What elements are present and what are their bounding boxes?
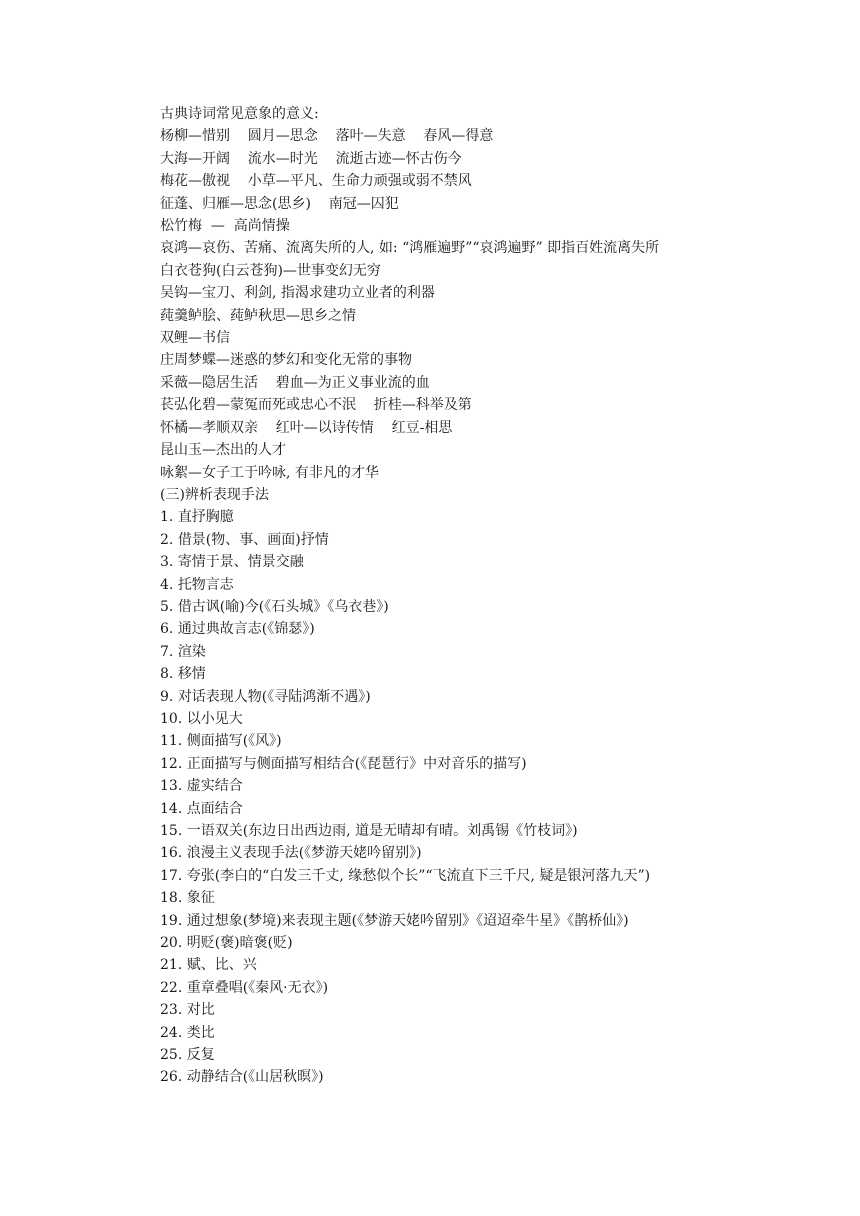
document-body xyxy=(160,103,760,1089)
technique-item xyxy=(160,954,760,976)
technique-text: 借景(物、事、画面)抒情 xyxy=(177,531,329,548)
technique-number: 17. xyxy=(160,867,183,884)
technique-item xyxy=(160,1044,760,1066)
technique-item xyxy=(160,1022,760,1044)
technique-number: 1. xyxy=(160,509,174,526)
imagery-line: 采薇—隐居生活 碧血—为正义事业流的血 xyxy=(160,374,430,391)
technique-number: 3. xyxy=(160,554,174,571)
imagery-line: 昆山玉—杰出的人才 xyxy=(160,442,286,459)
technique-text: 重章叠唱(《秦风·无衣》) xyxy=(186,979,329,996)
imagery-line: 莼羹鲈脍、莼鲈秋思—思乡之情 xyxy=(160,307,356,324)
technique-item xyxy=(160,1066,760,1088)
technique-number: 12. xyxy=(160,755,183,772)
technique-number: 19. xyxy=(160,912,183,929)
technique-number: 8. xyxy=(160,666,174,683)
technique-number: 18. xyxy=(160,890,183,907)
technique-text: 寄情于景、情景交融 xyxy=(177,554,304,571)
technique-number: 9. xyxy=(160,688,174,705)
technique-number: 13. xyxy=(160,778,183,795)
technique-number: 10. xyxy=(160,710,183,727)
imagery-line: 咏絮—女子工于吟咏, 有非凡的才华 xyxy=(160,464,379,481)
imagery-line: 哀鸿—哀伤、苦痛、流离失所的人, 如: “鸿雁遍野”“哀鸿遍野” 即指百姓流离失所 xyxy=(160,240,660,257)
technique-text: 对比 xyxy=(186,1002,215,1019)
technique-text: 渲染 xyxy=(177,643,206,660)
technique-text: 动静结合(《山居秋暝》) xyxy=(186,1069,324,1086)
imagery-line: 苌弘化碧—蒙冤而死或忠心不泯 折桂—科举及第 xyxy=(160,397,472,414)
technique-number: 26. xyxy=(160,1069,183,1086)
technique-text: 侧面描写(《风》) xyxy=(186,733,282,750)
technique-text: 赋、比、兴 xyxy=(186,957,257,974)
imagery-line: 征蓬、归雁—思念(思乡) 南冠—囚犯 xyxy=(160,195,399,212)
technique-text: 夸张(李白的“白发三千丈, 缘愁似个长”“飞流直下三千尺, 疑是银河落九天”) xyxy=(186,867,651,884)
technique-item xyxy=(160,574,760,596)
imagery-line: 双鲤—书信 xyxy=(160,330,230,347)
technique-text: 点面结合 xyxy=(186,800,243,817)
imagery-line: 梅花—傲视 小草—平凡、生命力顽强或弱不禁风 xyxy=(160,173,472,190)
technique-number: 5. xyxy=(160,598,174,615)
technique-number: 7. xyxy=(160,643,174,660)
technique-number: 25. xyxy=(160,1047,183,1064)
technique-number: 6. xyxy=(160,621,174,638)
technique-text: 对话表现人物(《寻陆鸿渐不遇》) xyxy=(177,688,371,705)
imagery-line: 大海—开阔 流水—时光 流逝古迹—怀古伤今 xyxy=(160,150,462,167)
technique-item xyxy=(160,999,760,1021)
imagery-line: 松竹梅 — 高尚情操 xyxy=(160,218,290,235)
technique-item xyxy=(160,887,760,909)
technique-number: 20. xyxy=(160,935,183,952)
technique-text: 通过想象(梦境)来表现主题(《梦游天姥吟留别》《迢迢牵牛星》《鹊桥仙》) xyxy=(186,912,629,929)
imagery-line: 白衣苍狗(白云苍狗)—世事变幻无穷 xyxy=(160,262,381,279)
imagery-line: 吴钩—宝刀、利剑, 指渴求建功立业者的利器 xyxy=(160,285,435,302)
technique-number: 2. xyxy=(160,531,174,548)
technique-text: 通过典故言志(《锦瑟》) xyxy=(177,621,315,638)
technique-number: 22. xyxy=(160,979,183,996)
technique-item xyxy=(160,641,760,663)
technique-item xyxy=(160,730,760,752)
technique-text: 借古讽(喻)今(《石头城》《乌衣巷》) xyxy=(177,598,389,615)
technique-text: 正面描写与侧面描写相结合(《琵琶行》中对音乐的描写) xyxy=(186,755,527,772)
technique-item xyxy=(160,529,760,551)
technique-item xyxy=(160,865,760,887)
technique-number: 16. xyxy=(160,845,183,862)
technique-item xyxy=(160,708,760,730)
imagery-line: 庄周梦蝶—迷惑的梦幻和变化无常的事物 xyxy=(160,352,412,369)
technique-text: 以小见大 xyxy=(186,710,243,727)
technique-text: 明贬(褒)暗褒(贬) xyxy=(186,935,293,952)
technique-text: 反复 xyxy=(186,1047,215,1064)
imagery-heading: 古典诗词常见意象的意义: xyxy=(160,106,319,122)
technique-text: 托物言志 xyxy=(177,576,234,593)
techniques-list xyxy=(160,506,760,1089)
technique-item xyxy=(160,753,760,775)
imagery-line: 杨柳—惜别 圆月—思念 落叶—失意 春风—得意 xyxy=(160,128,494,145)
technique-item xyxy=(160,506,760,528)
technique-item xyxy=(160,663,760,685)
technique-item xyxy=(160,551,760,573)
technique-item xyxy=(160,910,760,932)
technique-text: 象征 xyxy=(186,890,215,907)
imagery-list xyxy=(160,125,760,484)
techniques-heading: (三)辨析表现手法 xyxy=(160,486,269,503)
technique-number: 14. xyxy=(160,800,183,817)
technique-text: 虚实结合 xyxy=(186,778,243,795)
technique-number: 4. xyxy=(160,576,174,593)
technique-number: 23. xyxy=(160,1002,183,1019)
technique-item xyxy=(160,596,760,618)
technique-text: 类比 xyxy=(186,1024,215,1041)
technique-item xyxy=(160,775,760,797)
technique-item xyxy=(160,820,760,842)
technique-item xyxy=(160,798,760,820)
technique-number: 24. xyxy=(160,1024,183,1041)
technique-number: 11. xyxy=(160,733,183,750)
technique-text: 一语双关(东边日出西边雨, 道是无晴却有晴。刘禹锡《竹枝词》) xyxy=(186,823,578,839)
technique-text: 直抒胸臆 xyxy=(177,509,234,526)
technique-number: 21. xyxy=(160,957,183,974)
technique-text: 移情 xyxy=(177,666,206,683)
technique-text: 浪漫主义表现手法(《梦游天姥吟留别》) xyxy=(186,845,422,862)
technique-number: 15. xyxy=(160,823,183,839)
technique-item xyxy=(160,932,760,954)
imagery-line: 怀橘—孝顺双亲 红叶—以诗传情 红豆-相思 xyxy=(160,419,453,436)
technique-item xyxy=(160,686,760,708)
technique-item xyxy=(160,842,760,864)
technique-item xyxy=(160,977,760,999)
technique-item xyxy=(160,618,760,640)
